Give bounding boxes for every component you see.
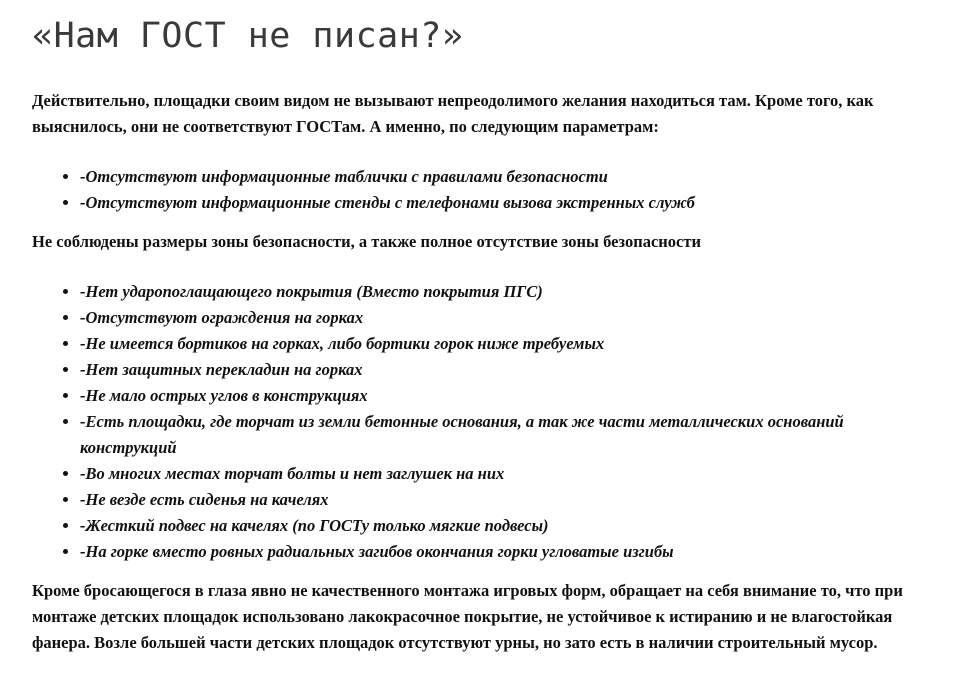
- list-item: • -Жесткий подвес на качелях (по ГОСТу только мягкие подвесы): [80, 513, 932, 539]
- list-item: • -Отсутствуют ограждения на горках: [80, 305, 932, 331]
- list-item: • -Отсутствуют информационные стенды с телефонами вызова экстренных служб: [80, 190, 932, 216]
- intro-paragraph: Действительно, площадки своим видом не вызывают непреодолимого желания находиться там. Кроме того, как выяснилось, они не соответствуют ГОСТам. А именно, по следующим параметрам:: [32, 91, 874, 136]
- list-item: • -Во многих местах торчат болты и нет заглушек на них: [80, 461, 932, 487]
- safety-info-list: [32, 164, 932, 216]
- list-item: • -Нет ударопоглащающего покрытия (Вместо покрытия ПГС): [80, 279, 932, 305]
- article: [32, 14, 932, 656]
- list-item: • -Не везде есть сиденья на качелях: [80, 487, 932, 513]
- list-item: • -Нет защитных перекладин на горках: [80, 357, 932, 383]
- list-item: • -Не имеется бортиков на горках, либо бортики горок ниже требуемых: [80, 331, 932, 357]
- list-item: • -На горке вместо ровных радиальных загибов окончания горки угловатые изгибы: [80, 539, 932, 565]
- list-item: • -Отсутствуют информационные таблички с правилами безопасности: [80, 164, 932, 190]
- safety-zone-paragraph: Не соблюдены размеры зоны безопасности, а также полное отсутствие зоны безопасности: [32, 232, 701, 251]
- article-title: «Нам ГОСТ не писан?»: [32, 16, 464, 56]
- conclusion-paragraph: Кроме бросающегося в глаза явно не качественного монтажа игровых форм, обращает на себя внимание то, что при монтаже детских площадок использовано лакокрасочное покрытие, не устойчивое к истиранию и не влагостойкая фанера. Возле большей части детских площадок отсутствуют урны, но зато есть в наличии строительный мусор.: [32, 581, 903, 652]
- violations-list: [32, 279, 932, 565]
- list-item: • -Не мало острых углов в конструкциях: [80, 383, 932, 409]
- list-item: • -Есть площадки, где торчат из земли бетонные основания, а так же части металлических оснований конструкций: [80, 409, 932, 461]
